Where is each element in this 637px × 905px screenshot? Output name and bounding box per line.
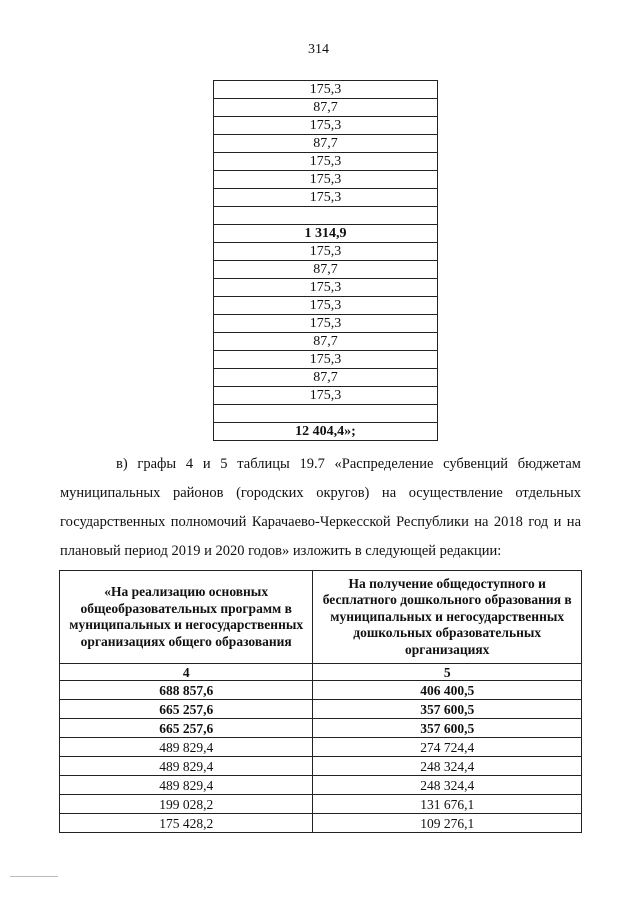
amendment-paragraph (60, 450, 581, 566)
column-5-cell: 248 324,4 (313, 776, 582, 795)
table-row (214, 117, 438, 135)
value-cell: 175,3 (214, 387, 438, 405)
column-4-cell: 489 829,4 (60, 776, 313, 795)
column-5-cell: 109 276,1 (313, 814, 582, 833)
column-5-cell: 406 400,5 (313, 681, 582, 700)
value-cell: 175,3 (214, 279, 438, 297)
value-cell: 175,3 (214, 243, 438, 261)
continuation-table (213, 80, 438, 441)
value-cell: 87,7 (214, 261, 438, 279)
value-cell: 175,3 (214, 351, 438, 369)
footer-rule (10, 876, 58, 877)
value-cell: 175,3 (214, 189, 438, 207)
table-row (214, 405, 438, 423)
value-cell (214, 207, 438, 225)
column-number-row (60, 664, 582, 681)
table-row (214, 351, 438, 369)
table-row (214, 171, 438, 189)
table-row (214, 207, 438, 225)
column-4-cell: 489 829,4 (60, 757, 313, 776)
value-cell: 175,3 (214, 153, 438, 171)
table-row (214, 189, 438, 207)
column-5-header: На получение общедоступного и бесплатного дошкольного образования в муниципальных и негосударственных дошкольных образовательных организациях (313, 571, 582, 664)
column-4-cell: 489 829,4 (60, 738, 313, 757)
value-cell: 1 314,9 (214, 225, 438, 243)
column-4-cell: 688 857,6 (60, 681, 313, 700)
column-5-cell: 131 676,1 (313, 795, 582, 814)
value-cell: 87,7 (214, 333, 438, 351)
table-row (60, 738, 582, 757)
table-row (60, 795, 582, 814)
column-5-cell: 357 600,5 (313, 700, 582, 719)
column-4-cell: 175 428,2 (60, 814, 313, 833)
value-cell: 175,3 (214, 81, 438, 99)
table-row (214, 423, 438, 441)
column-4-cell: 665 257,6 (60, 719, 313, 738)
table-row (214, 99, 438, 117)
table-row (60, 719, 582, 738)
table-row (60, 814, 582, 833)
column-4-cell: 665 257,6 (60, 700, 313, 719)
table-row (60, 700, 582, 719)
value-cell: 175,3 (214, 117, 438, 135)
column-4-cell: 199 028,2 (60, 795, 313, 814)
value-cell: 87,7 (214, 135, 438, 153)
table-row (214, 261, 438, 279)
table-row (214, 225, 438, 243)
table-row (214, 387, 438, 405)
column-5-cell: 248 324,4 (313, 757, 582, 776)
table-row (60, 681, 582, 700)
table-row (214, 243, 438, 261)
table-row (214, 369, 438, 387)
paragraph-text: в) графы 4 и 5 таблицы 19.7 «Распределение субвенций бюджетам муниципальных районов (городских округов) на осуществление отдельных государственных полномочий Карачаево-Черкесской Республики на 2018 год и на плановый период 2019 и 2020 годов» изложить в следующей редакции: (60, 456, 581, 559)
value-cell: 87,7 (214, 99, 438, 117)
table-row (214, 279, 438, 297)
column-4-header: «На реализацию основных общеобразовательных программ в муниципальных и негосударственных организациях общего образования (60, 571, 313, 664)
value-cell: 175,3 (214, 297, 438, 315)
column-number-4: 4 (60, 664, 313, 681)
column-number-5: 5 (313, 664, 582, 681)
page-number: 314 (308, 42, 329, 57)
table-header-row (60, 571, 582, 664)
table-row (214, 297, 438, 315)
subvention-table (59, 570, 582, 833)
value-cell: 12 404,4»; (214, 423, 438, 441)
table-row (214, 81, 438, 99)
column-5-cell: 357 600,5 (313, 719, 582, 738)
value-cell: 175,3 (214, 315, 438, 333)
value-cell (214, 405, 438, 423)
table-row (214, 315, 438, 333)
table-row (60, 757, 582, 776)
column-5-cell: 274 724,4 (313, 738, 582, 757)
table-row (214, 135, 438, 153)
table-row (60, 776, 582, 795)
value-cell: 87,7 (214, 369, 438, 387)
table-row (214, 153, 438, 171)
table-row (214, 333, 438, 351)
value-cell: 175,3 (214, 171, 438, 189)
